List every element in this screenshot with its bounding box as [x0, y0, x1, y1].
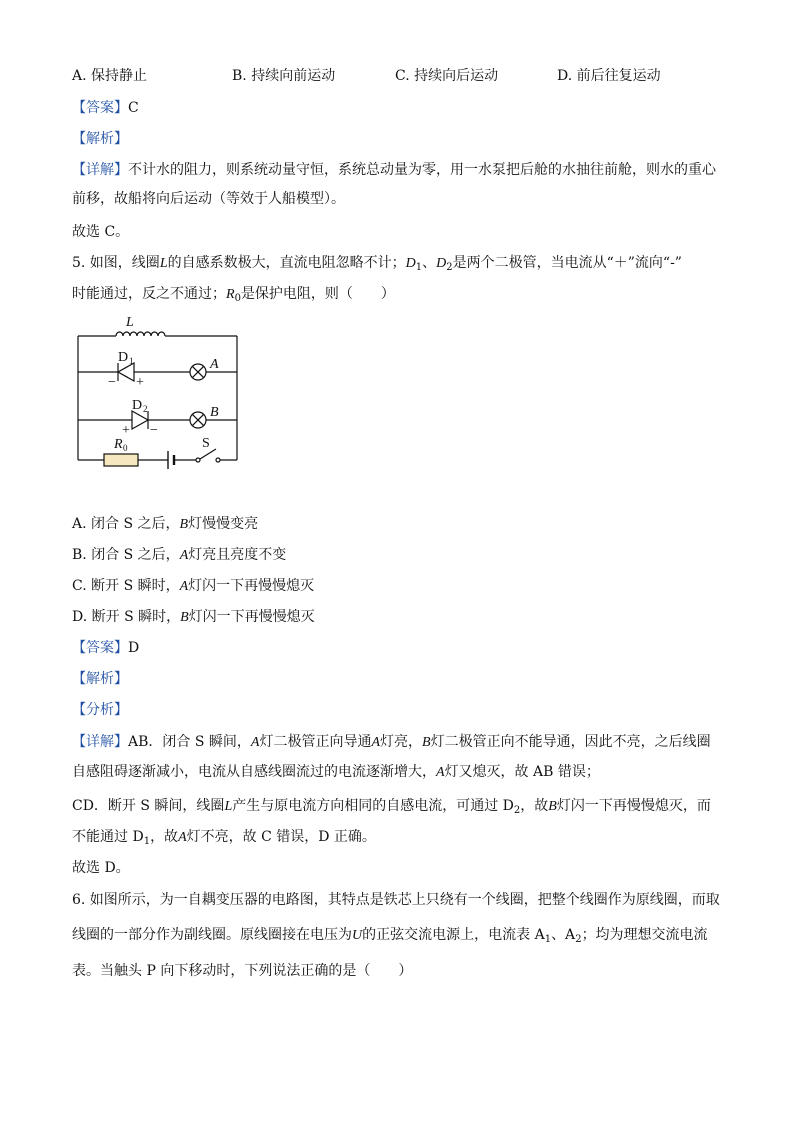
text: A. 闭合 S 之后，: [72, 516, 180, 532]
text: 不能通过 D: [72, 829, 144, 845]
q5-stem-line-1: [72, 253, 682, 274]
q5-conclusion: 故选 D。: [72, 860, 130, 876]
symbol: B: [548, 799, 557, 814]
text: 5. 如图，线圈: [72, 255, 160, 271]
label-s: S: [202, 436, 210, 451]
detail-line-2: 前移，故船将向后运动（等效于人船模型）。: [72, 191, 345, 207]
label-d2-minus: −: [150, 423, 158, 438]
text: 的正弦交流电源上，电流表 A: [362, 927, 545, 943]
answer-tag: 【答案】: [72, 640, 128, 656]
text: B. 闭合 S 之后，: [72, 547, 180, 563]
text: 时能通过，反之不通过；: [72, 286, 226, 302]
symbol: L: [224, 799, 233, 814]
detail-line: [72, 160, 716, 180]
label-d1: D: [118, 350, 129, 365]
label-a: A: [210, 357, 219, 372]
q5-detail-line-1: [72, 732, 711, 753]
text: 灯闪一下再慢慢熄灭: [188, 578, 315, 594]
detail-tag: 【详解】: [72, 162, 128, 178]
subscript: 2: [446, 262, 453, 273]
label-l: L: [126, 315, 134, 330]
symbol-d: D: [405, 256, 416, 271]
label-d1-sub: 1: [129, 356, 134, 366]
answer-line: [72, 98, 139, 118]
symbol-d: D: [436, 256, 447, 271]
text: 的自感系数极大，直流电阻忽略不计；: [167, 255, 406, 271]
q6-stem-line-1: 6. 如图所示，为一自耦变压器的电路图，其特点是铁芯上只绕有一个线圈，把整个线圈作为原线圈，而取: [72, 892, 720, 908]
detail-tag: 【详解】: [72, 734, 128, 750]
subscript: 1: [544, 934, 552, 945]
symbol-r: R: [226, 287, 235, 302]
symbol-l: L: [159, 256, 168, 271]
option-d: D. 前后往复运动: [557, 68, 661, 84]
symbol: B: [179, 517, 189, 532]
text: 、: [422, 255, 437, 271]
q5-stem-line-2: [72, 284, 395, 305]
text: C. 断开 S 瞬时，: [72, 578, 180, 594]
answer-tag: 【答案】: [72, 100, 128, 116]
label-b: B: [210, 405, 219, 420]
symbol-u: U: [352, 928, 363, 943]
label-d1-plus: +: [136, 375, 144, 390]
option-c: C. 持续向后运动: [395, 68, 499, 84]
option-b: B. 持续向前运动: [232, 68, 336, 84]
symbol: B: [180, 610, 189, 625]
text: 灯二极管正向不能导通，因此不亮，之后线圈: [430, 734, 711, 750]
analysis-tag: 【解析】: [72, 131, 128, 147]
symbol: A: [179, 548, 189, 563]
text: 自感阻碍逐渐减小，电流从自感线圈流过的电流逐渐增大，: [72, 764, 436, 780]
label-d2-sub: 2: [143, 404, 148, 414]
subscript: 0: [234, 293, 241, 304]
text: 灯亮，: [380, 734, 423, 750]
q5-detail-line-4: [72, 827, 376, 848]
circuit-diagram: [70, 310, 250, 470]
text: 灯又熄灭，故 AB 错误；: [444, 764, 600, 780]
text: 灯慢慢变亮: [188, 516, 259, 532]
option-a: A. 保持静止: [72, 68, 148, 84]
q5-option-d: [72, 607, 315, 628]
symbol: B: [422, 735, 431, 750]
label-r0-sub: 0: [123, 443, 128, 453]
text: 灯二极管正向导通: [259, 734, 372, 750]
label-d2: D: [132, 398, 143, 413]
label-d2-plus: +: [122, 423, 130, 438]
label-r0: R: [114, 437, 123, 452]
text: 是保护电阻，则（ ）: [240, 286, 395, 302]
q5-option-b: [72, 545, 286, 566]
answer-value: D: [128, 640, 140, 656]
text: ，故: [520, 798, 549, 814]
detail-text: 不计水的阻力，则系统动量守恒，系统总动量为零，用一水泵把后舱的水抽往前舱，则水的重心: [128, 162, 716, 178]
subscript: 2: [575, 934, 582, 945]
text: 灯闪一下再慢慢熄灭: [188, 609, 315, 625]
text: 灯闪一下再慢慢熄灭，而: [556, 798, 711, 814]
q5-fenxi-tag: 【分析】: [72, 702, 128, 718]
text: 灯亮且亮度不变: [188, 547, 287, 563]
q5-answer-line: [72, 638, 139, 658]
resistor-r0: [104, 454, 138, 466]
symbol: A: [179, 579, 189, 594]
text: AB．闭合 S 瞬间，: [128, 734, 251, 750]
symbol: A: [371, 735, 381, 750]
text: 是两个二极管，当电流从“＋”流向“-”: [452, 255, 682, 271]
q5-detail-line-3: [72, 796, 711, 817]
text: 、A: [551, 927, 576, 943]
switch-s: [196, 458, 200, 462]
text: 线圈的一部分作为副线圈。原线圈接在电压为: [72, 927, 352, 943]
subscript: 2: [513, 805, 521, 816]
subscript: 1: [415, 262, 423, 273]
symbol: A: [178, 830, 187, 845]
text: ，故: [150, 829, 179, 845]
symbol: A: [436, 765, 445, 780]
q5-option-a: [72, 514, 258, 535]
q6-stem-line-2: [72, 925, 708, 946]
q5-option-c: [72, 576, 314, 597]
text: 产生与原电流方向相同的自感电流，可通过 D: [232, 798, 514, 814]
symbol: A: [250, 735, 260, 750]
q6-stem-line-3: 表。当触头 P 向下移动时，下列说法正确的是（ ）: [72, 963, 413, 979]
inductor-coil: [116, 332, 165, 336]
text: ；均为理想交流电流: [581, 927, 708, 943]
text: 灯不亮，故 C 错误，D 正确。: [186, 829, 376, 845]
label-d1-minus: −: [108, 375, 116, 390]
q5-detail-line-2: [72, 762, 600, 783]
subscript: 1: [143, 836, 151, 847]
text: D. 断开 S 瞬时，: [72, 609, 181, 625]
q5-analysis-tag: 【解析】: [72, 671, 128, 687]
conclusion: 故选 C。: [72, 224, 130, 240]
answer-value: C: [128, 100, 139, 116]
text: CD．断开 S 瞬间，线圈: [72, 798, 225, 814]
